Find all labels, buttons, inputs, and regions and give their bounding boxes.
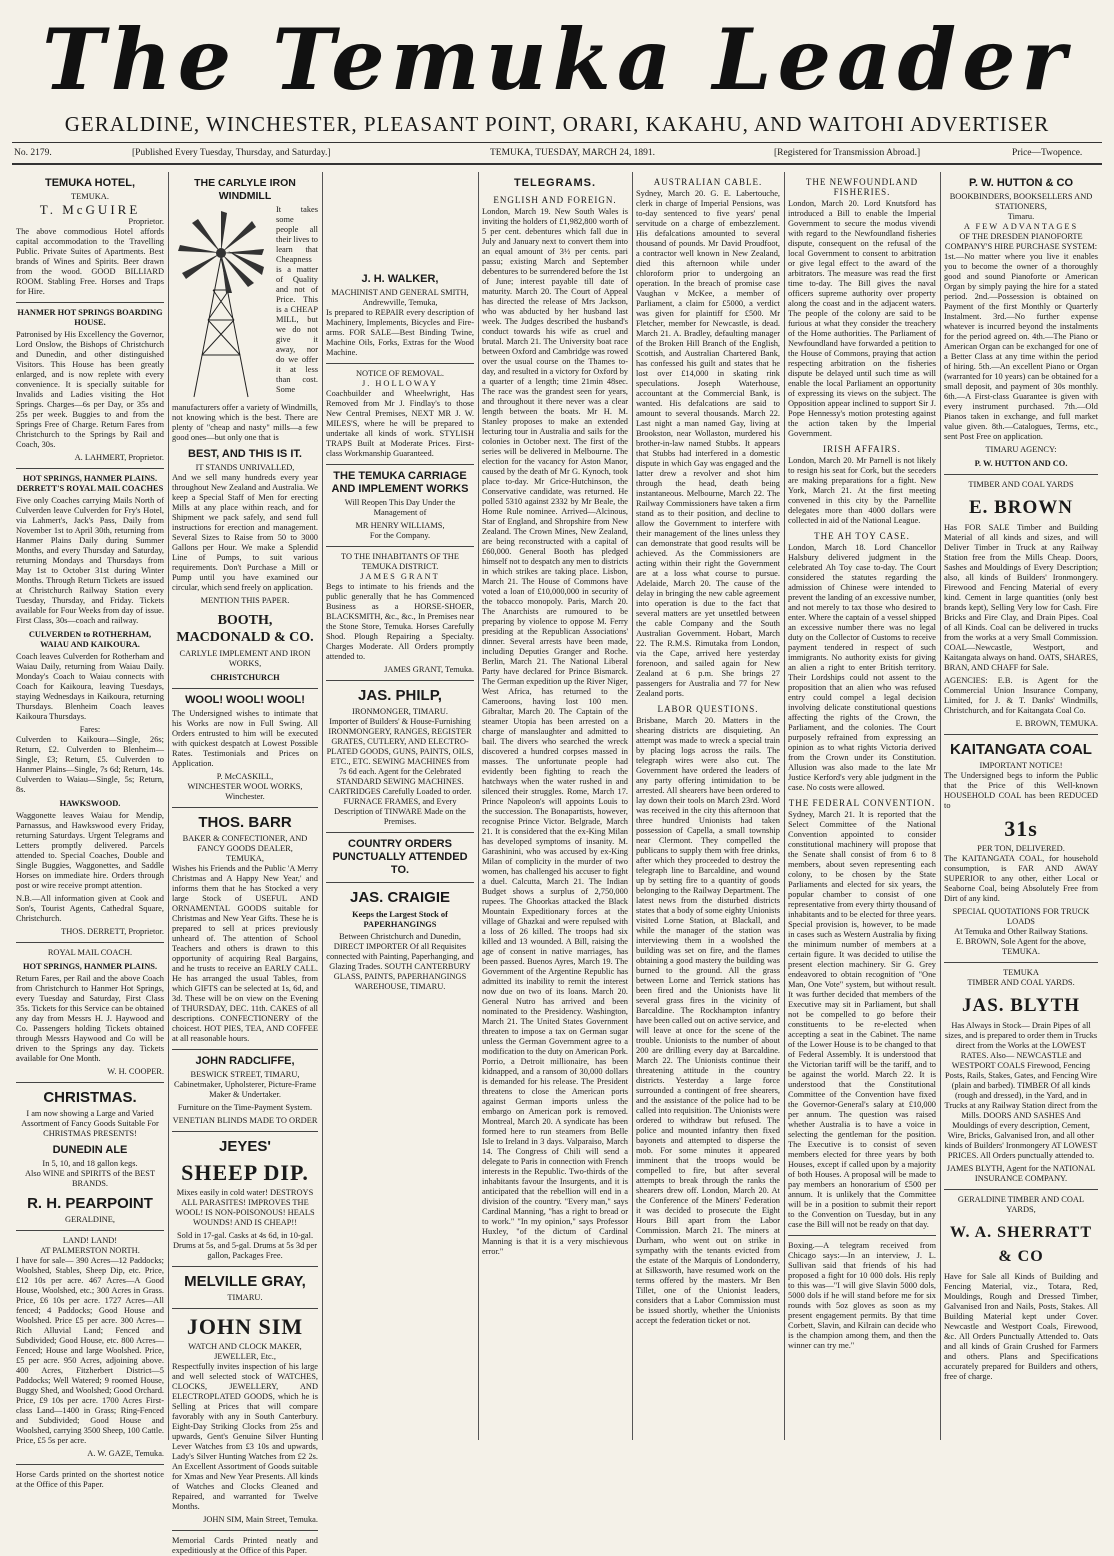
carriage-name: MR HENRY WILLIAMS, bbox=[355, 521, 445, 530]
telegrams-text: London, March 19. New South Wales is inviting the holders of £1,982,800 worth of 5 per cent. debentures which fall due in July and January next to convert them into an equal amount of 3½ per cents. pari passu; existing March and September debentures to be surrendered before the 1st of June; interest payable till date of maturity. March 20. The Court of Appeal has directed the release of Mrs Jackson, who was abducted by her husband last week. The Judges described the husband's conduct towards his wife as cruel and brutal. March 21. The University boat race between Oxford and Cambridge was rowed over the usual course on the Thames to-day, and resulted in a victory for Oxford by a quarter of a length; time 21min 48sec. The race was the grandest seen for years, and throughout it there never was a clear length between the boats. Mr H. M. Stanley proposes to make an extended lecturing tour in Australia and sails for the colonies in October next. The first of the series will be delivered in Melbourne. The election for the vacancy for Aston Manor, caused by the death of Mr G. Kynoch, took place to-day. Mr Grice-Hutchinson, the Conservative candidate, was returned. He polled 5310 against 2332 by Mr Beale, the Home Rule nominee. Arrived—Alcinous, Star of England, and Shropshire from New Zealand. The Crown Mines, New Zealand, are being reconstructed with a capital of £60,000. General Booth has pledged himself not to despatch any men to districts in which strikes are taking place. Lisbon, March 21. The House of Commons have voted a loan of £10,000,000 in security of the tobacco monopoly. Paris, March 20. The Anarchists are rumoured to be preparing by violence to oppose M. Ferry presiding at the Republican Associations' dinner. Several arrests have been made, including Deputies Granger and Roche. Berlin, March 21. The National Liberal Party have declared for Prince Bismarck. The German expedition up the River Niger, West Africa, has returned to the Cameroons, having lost 100 men. Gibraltar, March 20. The Captain of the steamer Utopia has been arrested on a charge of manslaughter and admitted to bail. The divers who searched the wreck discovered a hundred corpses massed in masses. The unfortunate people had evidently been fighting to reach the hatchways when the water rushed in and silenced their struggles. Rome, March 17. Prince Napoleon's will appoints Louis to the succession. The Bonapartists, however, recognise Prince Victor. Belgrade, March 21. It is considered that the ex-King Milan has developed symptoms of insanity. M. Garashinini, who was accused by ex-King Milan of complicity in the murder of two women, has challenged his accuser to fight a duel. Calcutta, March 21. The Indian Budget shows a surplus of 2,750,000 rupees. The Ghoorkas attacked the Black Mountain Expeditionary forces at the village of Ghazkai and were repulsed with a loss of 26 killed. The troops had six killed and 13 wounded. A Bill, raising the age of consent in native marriages, has been passed. Buenos Ayres, March 19. The Government of the Argentine Republic has admitted its inability to remit the interest now due on two of its loans. March 20. General Nutro has arrived and been nominated to the Presidency. Washington, March 21. The United States Government threaten to impose a tax on German sugar unless the German Government agree to a modification to the duty on American Pork. Porrio, a Detroit millionaire, has been kidnapped, and a ransom of 30,000 dollars is demanded for his release. The President threatens to close the American ports against German imports unless the embargo on American pork is removed. Montreal, March 20. A syndicate has been formed here to run steamers from Belle Isle to Ireland in 3 days. Valparaiso, March 14. The Congress of Chili will send a delegate to Paris in connection with French interests in the Republic. Two-thirds of the inhabitants favour the Insurgents, and it is anticipated that the rebellion will end in a division of the country. "Every man," says Cardinal Manning, "has a right to bread or to work." "In my opinion," says Professor Huxley, "of the dictum of Cardinal Manning is that it is a very mischievous error." bbox=[482, 207, 628, 1256]
divider bbox=[172, 1530, 318, 1531]
philp-title: JAS. PHILP, bbox=[358, 687, 442, 704]
barr-title: THOS. BARR bbox=[198, 814, 292, 831]
craigie-subtitle: Keeps the Largest Stock of PAPERHANGINGS bbox=[352, 910, 448, 929]
craigie-text: Between Christchurch and Dunedin, DIRECT IMPORTER Of all Requisites connected with Painting, Paperhanging, and Glazing Trades. SOUTH CANTERBURY GLASS, PAINTS, PAPERHANGINGS WAREHOUSE, TIMARU. bbox=[326, 932, 474, 991]
divider bbox=[16, 302, 164, 303]
sim-text: Respectfully invites inspection of his large and well selected stock of WATCHES, CLOCKS, JEWELLERY, AND ELECTROPLATED GOODS, which he is Selling at Prices that will compare favorably with any in South Canterbury. Eight-Day Striking Clocks from 25s and upwards, Gent's Genuine Silver Hunting Lever Watches from £3 10s and upwards, Lady's Silver Hunting Watches from £2 2s. An Excellent Assortment of Goods suitable for Xmas and New Year Presents. All kinds of Watches and Clocks Cleaned and Repaired, and warranted for Twelve Months. bbox=[172, 1362, 318, 1511]
carriage-role: For the Company. bbox=[369, 531, 431, 540]
divider bbox=[326, 882, 474, 883]
publication-schedule: [Published Every Tuesday, Thursday, and Saturday.] bbox=[132, 148, 331, 158]
pearpoint-town: GERALDINE, bbox=[64, 1215, 115, 1224]
sim-title: JOHN SIM bbox=[186, 1314, 304, 1339]
column-4 bbox=[478, 172, 632, 1440]
pearpoint-name: R. H. PEARPOINT bbox=[27, 1195, 153, 1212]
hawkswood-text: Waggonette leaves Waiau for Mendip, Parnassus, and Hawkswood every Friday, returning Saturdays. Urgent Telegrams and Letters promptly delivered. Parcels attended to. Special Coaches, Double and Single Buggies, Waggonettes, and Saddle Horses on immediate hire. Orders through post or wire receive prompt attention. bbox=[16, 811, 164, 890]
fares-text: Culverden to Kaikoura—Single, 26s; Return, £2. Culverden to Blenheim—Single, £3; Return, £5. Culverden to Hanmer Plains—Single, 7s 6d; Return, 14s. Culverden to Waiau—Single, 5s; Return, 8s. bbox=[16, 735, 164, 794]
windmill-overflow-space bbox=[326, 172, 474, 268]
jeyes-sheep-dip: SHEEP DIP. bbox=[181, 1160, 309, 1185]
blyth-town: TEMUKA bbox=[1003, 968, 1039, 977]
divider bbox=[326, 680, 474, 681]
kaitangata-price: 31s bbox=[1004, 816, 1038, 841]
special-quotations: SPECIAL QUOTATIONS FOR TRUCK LOADS bbox=[952, 907, 1090, 926]
carriage-title: THE TEMUKA CARRIAGE AND IMPLEMENT WORKS bbox=[331, 470, 469, 495]
telegrams-heading: TELEGRAMS. bbox=[513, 177, 597, 189]
section-newfoundland: THE NEWFOUNDLAND FISHERIES. bbox=[805, 177, 919, 197]
melville-town: TIMARU. bbox=[227, 1293, 263, 1302]
hotel-owner: T. McGUIRE bbox=[39, 202, 141, 217]
newspaper-title: The Temuka Leader bbox=[42, 10, 1072, 109]
divider bbox=[16, 1082, 164, 1083]
blyth-yards: TIMBER AND COAL YARDS. bbox=[967, 978, 1075, 987]
grant-title: TO THE INHABITANTS OF THE TEMUKA DISTRICT. bbox=[341, 552, 459, 571]
philp-subtitle: IRONMONGER, TIMARU. bbox=[352, 707, 448, 716]
few-advantages-title: A FEW ADVANTAGES bbox=[963, 222, 1079, 231]
jeyes-prices: Sold in 17-gal. Casks at 4s 6d, in 10-gal. Drums at 5s, and 5-gal. Drums at 5s 3d per gallon, Packages Free. bbox=[173, 1231, 317, 1260]
christmas-title: CHRISTMAS. bbox=[43, 1089, 137, 1106]
wool-title: WOOL! WOOL! WOOL! bbox=[185, 694, 305, 706]
mail-title: HOT SPRINGS, HANMER PLAINS. DERRETT'S ROYAL MAIL COACHES bbox=[16, 474, 164, 493]
divider bbox=[944, 734, 1098, 735]
newspaper-subtitle: GERALDINE, WINCHESTER, PLEASANT POINT, ORARI, KAKAHU, AND WAITOHI ADVERTISER bbox=[64, 112, 1050, 136]
removal-title: NOTICE OF REMOVAL. bbox=[355, 369, 445, 378]
walker-title: J. H. WALKER, bbox=[361, 273, 439, 285]
hanmer-title: HANMER HOT SPRINGS BOARDING HOUSE. bbox=[17, 308, 163, 327]
hutton-town: Timaru. bbox=[1007, 212, 1035, 221]
hutton-title: P. W. HUTTON & CO bbox=[968, 177, 1074, 189]
divider bbox=[944, 1189, 1098, 1190]
few-advantages-subtitle: OF THE DRESDEN PIANOFORTE COMPANY'S HIRE PURCHASE SYSTEM: bbox=[944, 232, 1098, 251]
windmill-title: THE CARLYLE IRON WINDMILL bbox=[194, 177, 296, 202]
divider bbox=[326, 546, 474, 547]
christmas-text: I am now showing a Large and Varied Assortment of Fancy Goods Suitable For CHRISTMAS PRESENTS! bbox=[21, 1109, 159, 1138]
sherratt-text: Have for Sale all Kinds of Building and Fencing Material, viz., Totara, Red, Mouldings, Rough and Dressed Timber, Galvanised Iron and Nails, Posts, Stakes. All Building Material kept under Cover. Newcastle and Westport Coals, Firewood, &c. All Orders Punctually Attended to. Oats and all kinds of Grain Crushed for Farmers and others. Plans and Specifications accurately prepared for Builders and others, free of charge. bbox=[944, 1272, 1098, 1381]
divider bbox=[172, 1308, 318, 1309]
radcliffe-title: JOHN RADCLIFFE, bbox=[195, 1055, 295, 1067]
carriage-text: Will Reopen This Day Under the Management of bbox=[344, 498, 456, 517]
kaitangata-per-ton: PER TON, DELIVERED. bbox=[977, 844, 1065, 853]
labor-text: Brisbane, March 20. Matters in the shearing districts are disquieting. An attempt was made to wreck a special train by placing logs across the rails. The telegraph wires were also cut. The Government have ordered the leaders of any party offering intimidation to be arrested. All shearers have been ordered to lay down their tools on March 23rd. Word was received in the city this afternoon that three hundred Unionists had taken possession of Capella, a small township near Clermont. They compelled the publicans to supply them with free drinks, after which they proceeded to destroy the telegraph line to Barcaldine, and wound up by setting fire to a quantity of goods belonging to the Railway Department. The latest news from the disturbed districts states that a body of some eighty Unionists visited Lorne Station, at Blackall, and while the manager of the station was interviewing them in a woolshed the building was set on fire, and the flames obtaining a good mastery the building was burned to the ground. All the grass between Lorne and Terrick stations has been fired and the Unionists have lit several grass fires in the vicinity of Barcaldine. The Rockhampton infantry have been called out on active service, and will leave at once for the scene of the trouble. Unionists to the number of about 200 are drilling every day at Barcaldine. March 22. The Unionists continue their threatening attitude in the country districts. Yesterday a large force surrounded a contingent of free shearers, and the assistance of the police had to be called into requisition. The Unionists were ordered to withdraw but refused. The police and mounted infantry then fixed bayonets and attempted to disperse the mob. For some minutes it appeared imminent that the troops would be compelled to fire, but after several attempts to break through the ranks the shearers drew off. London, March 20. At the Conference of the Miners' Federation it was decided to prosecute the Eight Hours Bill apart from the Labor Commission. March 21. The miners at Durham, who went out on strike in sympathy with the tenants evicted from the estate of the Marquis of Londonderry, at Silksworth, have resumed work on the terms offered by the masters. Mr Ben Tillet, one of the Unionist leaders, considers that a Labor Commission must be issued shortly, whether the Unionists accept the federation ticket or not. bbox=[636, 716, 780, 1325]
section-english-foreign: ENGLISH AND FOREIGN. bbox=[493, 195, 617, 205]
brown-text: Has FOR SALE Timber and Building Material of all kinds and sizes, and will Deliver Timber in Truck at any Railway Station free from the Mills Cheap. Doors, Sashes and Mouldings of Every Description; also, all kinds of Builders' Ironmongery. Firewood and Fencing Material of every kind. Cement in large quantities (only best brands kept), Selling Very low for Cash. Fire Bricks and Fire Clay, and Drain Pipes. Coal of all Kinds. Coal can be delivered in trucks from the works at a very Small Commission. COAL—Newcastle, Westport, and Kaitangata always on hand. OATS, SHARES, BRAN, AND CHAFF for Sale. bbox=[944, 523, 1098, 672]
irish-text: London, March 20. Mr Parnell is not likely to resign his seat for Cork, but the seceders are making preparations for a fight. New York, March 21. At the first meeting convened in this city by the Parnellite delegates more than 4000 dollars were collected in aid of the National League. bbox=[788, 456, 936, 525]
hotel-role: Proprietor. bbox=[128, 217, 164, 226]
mail-text: Five only Coaches carrying Mails North of Culverden leave Culverden for Fry's Hotel, via Lahmert's, Jack's Pass, Daily from November 1st to April 30th, returning from Hanmer Plains Daily during Summer Months, and every Thursday and Saturday, returning Mondays and Thursdays from May 1st to October 31st during Winter Months. Through Return Tickets are issued at Christchurch Railway Station every Tuesday, Thursday, and Friday. Tickets available for Four Weeks from day of issue. First Class, 30s—coach and railway. bbox=[16, 496, 164, 625]
section-federal-convention: THE FEDERAL CONVENTION. bbox=[788, 798, 936, 808]
divider bbox=[16, 468, 164, 469]
walker-text: Is prepared to REPAIR every description of Machinery, Implements, Bicycles and Fire-arms. FOR SALE—Best Binding Twine, Machine Oils, Forks, Extras for the Wood Machine. bbox=[326, 308, 474, 357]
hawkswood-title: HAWKSWOOD. bbox=[59, 799, 121, 808]
fares-title: Fares: bbox=[79, 725, 101, 734]
kaitangata-text: The Undersigned begs to inform the Public that the Price of this Well-known HOUSEHOLD COAL has been REDUCED to bbox=[944, 771, 1098, 810]
windmill-best: BEST, AND THIS IS IT. bbox=[188, 448, 302, 460]
royal-title: ROYAL MAIL COACH. bbox=[47, 948, 133, 957]
ale-title: DUNEDIN ALE bbox=[52, 1144, 128, 1156]
grant-name: JAMES GRANT bbox=[360, 572, 440, 581]
divider bbox=[172, 1049, 318, 1050]
column-1 bbox=[12, 172, 168, 1489]
divider bbox=[326, 832, 474, 833]
grant-owner: JAMES GRANT, Temuka. bbox=[384, 665, 474, 674]
column-5 bbox=[632, 172, 784, 1440]
timaru-agency: TIMARU AGENCY: bbox=[985, 445, 1057, 454]
kaitangata-owner: E. BROWN, Sole Agent for the above, TEMUKA. bbox=[955, 937, 1087, 956]
jeyes-text: Mixes easily in cold water! DESTROYS ALL PARASITES! IMPROVES THE WOOL! IS NON-POISONOUS! HEALS WOUNDS! AND IS CHEAP!! bbox=[175, 1188, 315, 1227]
divider bbox=[788, 1235, 936, 1236]
windmill-illustration bbox=[172, 205, 270, 401]
hutton-subtitle: BOOKBINDERS, BOOKSELLERS AND STATIONERS, bbox=[949, 192, 1093, 211]
blinds-text: VENETIAN BLINDS MADE TO ORDER bbox=[172, 1116, 318, 1125]
issue-price: Price—Twopence. bbox=[1012, 148, 1083, 158]
grant-text: Begs to intimate to his friends and the public generally that he has Commenced Business as a HORSE-SHOER, BLACKSMITH, &c., &c., In Premises near the Stone Store, Temuka. Horses Carefully Shod. Plough Repairing a Specialty. Charges Moderate. All Orders promptly attended to. bbox=[326, 582, 474, 661]
blyth-text: Has Always in Stock— Drain Pipes of all sizes, and is prepared to order them in Trucks direct from the Works at the LOWEST RATES. Also— NEWCASTLE and WESTPORT COALS Firewood, Fencing Posts, Rails, Stakes, Gates, and Fencing Wire (plain and barbed). TIMBER Of all kinds (rough and dressed), in the Yard, and in Trucks at any Railway Station direct from the Mills. DOORS AND SASHES And Mouldings of every description, Cement, Wire, Bricks, Galvanised Iron, and all other kinds of Builders' Ironmongery AT LOWEST PRICES. All Orders punctually attended to. bbox=[944, 1021, 1098, 1160]
column-7 bbox=[940, 172, 1102, 1440]
hawkswood-owner: THOS. DERRETT, Proprietor. bbox=[61, 927, 164, 936]
federal-text: Sydney, March 21. It is reported that the Select Committee of the National Convention appointed to consider constitutional machinery will propose that the Senate shall consist of from 6 to 8 members, about seven representing each colony, to be chosen by the State Parliaments and elected for six years, the popular chamber to consist of one representative from every thirty thousand of inhabitants and to be elected for three years. Special provision is, however, to be made in cases such as Western Australia by fixing the minimum number of members at a certain figure. It was decided to utilise the present election machinery. Sir G. Grey endeavored to obtain recognition of "One Man, One Vote" system, but without result. It was further decided that members of the Executive may sit in Parliament, but shall not be compelled to go before their constituents to be re-elected when accepting a seat in the Cabinet. The name of the Lower House is to be changed to that of Federal Assembly. It is understood that the Victorian tariff will be the tariff, and to be against the world. March 22. It is understood that the Constitutional Committee of the Convention have fixed the Governor-General's salary at £10,000 per annum. The question was raised whether Australia is to have a voice in selecting the gentleman for the position. The Executive is to consist of seven members elected for three years by both Houses, except if called upon by a majority of both Houses. A proposal will be made to pay members an honorarium of £500 per annum. It is unlikely that the Committee will be in a position to submit their report to the Convention on Tuesday, but in any case the Bill will not be ready on that day. bbox=[788, 810, 936, 1229]
walker-subtitle: MACHINIST AND GENERAL SMITH, bbox=[331, 288, 469, 297]
windmill-text-2: And we sell many hundreds every year throughout New Zealand and Australia. We keep a Special Staff of Men for erecting Mills at any place within reach, and for Shipment we pack safely, and send full instructions for erection and management. Several Sizes to Raise from 50 to 3000 Gallons per Hour. We make a Splendid Line of Pumps, to suit various requirements. Don't Purchase a Mill or Pump until you have examined our circular, which send freely on application. bbox=[172, 473, 318, 592]
newfoundland-text: London, March 20. Lord Knutsford has introduced a Bill to enable the Imperial Government to secure the modus vivendi with regard to the Newfoundland fisheries dispute, consequent on the refusal of the local Government to consent to arbitration or give legal effect to the award of the arbitrators. The measure was read the first time to-day. The Bill gives the naval officers supreme authority over property along the coast and in the adjacent waters. The people of the colony are said to be furious at what they consider the treachery of the Home authorities. The Parliament of Newfoundland have forwarded a petition to the House of Commons, praying that action respecting arbitration on the fisheries dispute be delayed until such time as will enable the local Parliament an opportunity of expressing its views on the subject. The Opposition appear inclined to support Sir J. Pope Hennessy's motion protesting against the action taken by the Imperial Government. bbox=[788, 199, 936, 438]
issue-date: TEMUKA, TUESDAY, MARCH 24, 1891. bbox=[490, 148, 656, 158]
barr-text: Wishes his Friends and the Public 'A Merry Christmas and A Happy New Year,' and informs them that he has Stocked a very large Stock of USEFUL AND ORNAMENTAL GOODS suitable for Christmas and New Year Gifts. These he is prepared to sell at prices previously unheard of. The attention of School Teachers and others is drawn to this opportunity of acquiring Real Bargains, and he trusts to receive an EARLY CALL. He has arranged the usual Tables, from which GIFTS can be selected at 1s, 6d, and 3d. These will be on view on the Evening of THURSDAY, DEC. 11th. CAKES of all descriptions. CONFECTIONERY of the choicest. HOT PIES, TEA, AND COFFEE at all reasonable hours. bbox=[172, 864, 318, 1043]
divider bbox=[172, 1266, 318, 1267]
mention-paper: MENTION THIS PAPER. bbox=[200, 596, 290, 605]
radcliffe-subtitle: BESWICK STREET, TIMARU, bbox=[190, 1070, 300, 1079]
ale-text: In 5, 10, and 18 gallon kegs. bbox=[42, 1159, 138, 1168]
barr-subtitle: BAKER & CONFECTIONER, AND FANCY GOODS DEALER, bbox=[182, 834, 308, 853]
hotel-town: TEMUKA. bbox=[71, 192, 109, 201]
issue-number: No. 2179. bbox=[14, 148, 52, 158]
divider bbox=[326, 363, 474, 364]
timber-title: TIMBER AND COAL YARDS bbox=[968, 480, 1074, 489]
divider bbox=[172, 807, 318, 808]
holloway-text: Coachbuilder and Wheelwright, Has Removed from Mr J. Findlay's to those New Central Premises, NEXT MR J. W. MILES'S, where he will be prepared to undertake all kinds of work. STYLISH TRAPS Built at Moderate Prices. First-class Workmanship Guaranteed. bbox=[326, 389, 474, 458]
sherratt-title: W. A. SHERRATT & CO bbox=[949, 1224, 1093, 1265]
divider bbox=[326, 464, 474, 465]
royal-owner: W. H. COOPER. bbox=[107, 1067, 164, 1076]
hanmer-owner: A. LAHMERT, Proprietor. bbox=[74, 453, 164, 462]
special-quotations-sub: At Temuka and Other Railway Stations. bbox=[954, 927, 1088, 936]
divider bbox=[944, 962, 1098, 963]
wine-text: Also WINE and SPIRITS of the BEST BRANDS. bbox=[24, 1169, 156, 1188]
culverden-text: Coach leaves Culverden for Rotherham and Waiau Daily, returning from Waiau Daily. Monday's Coach to Waiau connects with Coach for Kaikoura, leaving Tuesdays, staying Wednesdays in Kaikoura, returning Thursdays. Blenheim Coach leaves Kaikoura Thursdays. bbox=[16, 652, 164, 721]
furniture-text: Furniture on the Time-Payment System. bbox=[177, 1103, 313, 1112]
windmill-stands: IT STANDS UNRIVALLED, bbox=[195, 463, 295, 472]
ah-toy-text: London, March 18. Lord Chancellor Halsbury delivered judgment in the celebrated Ah Toy case to-day. The Court considered the statutes regarding the admission of Chinese were intended to prevent the landing of an excessive number, and not merely to tax those who desired to enter. Where the captain of a vessel shipped an excessive number there was no legal duty on the Collector of Customs to receive payment tendered in respect of such immigrants. No authority exists for giving an alien a right to enter British territory. Their Lordships could not assent to the proposition that an alien who was refused entry could compel a legal decision involving delicate constitutional questions affecting the rights of the Crown, the Parliament, and the colonies. The Court purposely refrained from expressing an opinion as to what rights Victoria derived from the Crown under its Constitution. Allusion was also made to the late Mr Justice Kerford's very able judgment in the case. No costs were allowed. bbox=[788, 543, 936, 792]
divider bbox=[16, 942, 164, 943]
blyth-title: JAS. BLYTH bbox=[961, 995, 1081, 1016]
kaitangata-title: KAITANGATA COAL bbox=[950, 741, 1092, 758]
section-ah-toy-case: THE AH TOY CASE. bbox=[814, 531, 910, 541]
issue-bar bbox=[12, 142, 1102, 165]
blyth-owner: JAMES BLYTH, Agent for the NATIONAL INSURANCE COMPANY. bbox=[946, 1164, 1096, 1183]
brown-agencies: AGENCIES: E.B. is Agent for the Commercial Union Insurance Company, Limited, for J. & T. Danks' Windmills, Christchurch, and for Kaitangata Coal Co. bbox=[944, 676, 1098, 715]
windmill-text: It takes some people all their lives to learn that Cheapness is a matter of Quality and not of Price. This is a CHEAP MILL, but we do not give it away, nor do we offer it at less than cost. Some manufacturers offer a variety of Windmills, not knowing which is the best. There are plenty of "cheap and nasty" mills—a few good ones—but only one that is bbox=[172, 205, 318, 442]
column-2 bbox=[168, 172, 322, 1555]
divider bbox=[16, 1464, 164, 1465]
sim-subtitle: WATCH AND CLOCK MAKER, JEWELLER, Etc., bbox=[188, 1342, 302, 1361]
royal-text: Return Fares, per Rail and the above Coach from Christchurch to Hanmer Hot Springs, every Tuesday and Saturday, First Class 35s. Tickets for this Service can be obtained any day from Messrs H. J. Haywood and Co. Passengers holding Tickets obtained through Messrs Haywood and Co will be driven to the Springs any day. Tickets available for One Month. bbox=[16, 974, 164, 1063]
royal-subtitle: HOT SPRINGS, HANMER PLAINS. bbox=[22, 962, 158, 971]
section-labor-questions: LABOR QUESTIONS. bbox=[657, 704, 759, 714]
land-title: LAND! LAND! bbox=[62, 1236, 118, 1245]
land-owner: A. W. GAZE, Temuka. bbox=[87, 1449, 164, 1458]
hotel-text: The above commodious Hotel affords capital accommodation to the Travelling Public. Private Suites of Apartments. Best brands of Wines and Spirits. Beer drawn from the wood. GOOD BILLIARD ROOM. Stabling Free. Horses and Traps for Hire. bbox=[16, 227, 164, 296]
memorial-text: Memorial Cards Printed neatly and expeditiously at the Office of this Paper. bbox=[172, 1536, 318, 1555]
registration-note: [Registered for Transmission Abroad.] bbox=[774, 148, 921, 158]
melville-title: MELVILLE GRAY, bbox=[184, 1273, 306, 1290]
kaitangata-text-2: The KAITANGATA COAL, for household consumption, is FAR AND AWAY SUPERIOR to any other, either Local or Seaborne Coal, being Absolutely Free from Dirt of any kind. bbox=[944, 854, 1098, 903]
country-orders: COUNTRY ORDERS PUNCTUALLY ATTENDED TO. bbox=[332, 838, 468, 876]
column-6 bbox=[784, 172, 940, 1440]
land-subtitle: AT PALMERSTON NORTH. bbox=[40, 1246, 140, 1255]
geraldine-yards: GERALDINE TIMBER AND COAL YARDS, bbox=[957, 1195, 1085, 1214]
divider bbox=[944, 474, 1098, 475]
craigie-title: JAS. CRAIGIE bbox=[349, 889, 451, 906]
divider bbox=[16, 1230, 164, 1231]
holloway-name: J. HOLLOWAY bbox=[361, 379, 439, 388]
land-text: I have for sale— 390 Acres—12 Paddocks; Woolshed, Stables, Sheep Dip, etc. Price, £12 10s per acre. 467 Acres—A Good House, Woolshed, etc.; 300 Acres in Grass. Price, £6 10s per acre. 1727 Acres—All fenced; 4 Paddocks; Good House and Woolshed. Price £5 per acre. 300 Acres—Rich Alluvial Land; Fenced and Subdivided; Good House, etc. 800 Acres—Fenced; House and large Woolshed. Price, £5 per acre. 950 Acres, adjoining above. 400 Acres, Fitzherbert District—5 Paddocks; Well Watered; 9 roomed House, Buggy Shed, and Woolshed; Good Orchard. Price, £9 10s per acre. 1700 Acres First-class Land—1400 in Grass; Ring-Fenced and Subdivided; Good House and Woolshed, carrying 3500 Sheep, 100 Cattle. Price, £5 5s per acre. bbox=[16, 1256, 164, 1445]
barr-town: TEMUKA, bbox=[226, 854, 264, 863]
horse-cards-text: Horse Cards printed on the shortest notice at the Office of this Paper. bbox=[16, 1470, 164, 1489]
hanmer-text: Patronised by His Excellency the Governor, Lord Onslow, the Bishops of Christchurch and Dunedin, and other distinguished Visitors. This House has been greatly enlarged, and is now replete with every convenience. It is specially suitable for Invalids and Ladies visiting the Hot Springs. Charges—6s per Day, or 35s and 25s per week. Buggies to and from the Springs Free of Charge. Return Fares from Christchurch to the Springs by Rail and Coach, 30s. bbox=[16, 330, 164, 449]
timaru-agency-name: P. W. HUTTON AND CO. bbox=[974, 459, 1068, 468]
brown-title: E. BROWN bbox=[968, 497, 1074, 518]
hawkswood-note: N.B.—All information given at Cook and Son's, Tourist Agents, Cathedral Square, Christchurch. bbox=[16, 894, 164, 923]
radcliffe-text: Cabinetmaker, Upholsterer, Picture-Frame Maker & Undertaker. bbox=[173, 1080, 317, 1099]
booth-title: BOOTH, MACDONALD & CO. bbox=[176, 613, 314, 645]
kaitangata-notice: IMPORTANT NOTICE! bbox=[979, 761, 1063, 770]
culverden-title: CULVERDEN to ROTHERHAM, WAIAU AND KAIKOURA. bbox=[28, 630, 152, 649]
divider bbox=[172, 1131, 318, 1132]
section-australian-cable: AUSTRALIAN CABLE. bbox=[653, 177, 763, 187]
sim-owner: JOHN SIM, Main Street, Temuka. bbox=[203, 1515, 318, 1524]
booth-town: CHRISTCHURCH bbox=[210, 673, 280, 682]
boxing-text: Boxing.—A telegram received from Chicago says:—In an interview, J. L. Sullivan said that friends of his had proposed a fight for 10 000 dols. His reply to this was—"I will give Slavin 5000 dols, 5000 dols if he will stand before me for six rounds with 5oz gloves as soon as my present engagement permits. By that time Corbett, Slavin, and Kilrain can decide who is the champion among them, and then the winner can try me." bbox=[788, 1241, 936, 1350]
divider bbox=[172, 688, 318, 689]
wool-owner: P. McCASKILL, bbox=[216, 772, 274, 781]
hotel-title: TEMUKA HOTEL, bbox=[44, 177, 136, 189]
wool-text: The Undersigned wishes to intimate that his Works are now in Full Swing. All Orders entrusted to him will be executed with quickest despatch at Lowest Possible Rates. Testimonials and Prices on Application. bbox=[172, 709, 318, 768]
brown-owner: E. BROWN, TEMUKA. bbox=[1015, 719, 1098, 728]
philp-text: Importer of Builders' & House-Furnishing IRONMONGERY, RANGES, REGISTER GRATES, CUTLERY, AND ELECTRO-PLATED GOODS, GUNS, PAINTS, OILS, ETC., ETC. SEWING MACHINES from 7s 6d each. Agent for the Celebrated STANDARD SEWING MACHINES. CARTRIDGES Carefully Loaded to order. FURNACE FRAMES, and Every Description of TINWARE Made on the Premises. bbox=[326, 717, 474, 826]
column-3 bbox=[322, 172, 478, 1440]
few-advantages-text: 1st.—No matter where you live it enables you to become the owner of a thoroughly good and sound Pianoforte or American Organ by simply paying the hire for a stated period. 2nd.—Possession is obtained on Payment of the first Monthly or Quarterly Instalment. 3rd.—No further expense whatever is incurred beyond the instalments for the period agreed on. 4th.—The Piano or American Organ can be exchanged for one of a Better Class at any time within the period of hiring. 5th.—An excellent Piano or Organ (warranted for 10 years) can be obtained for a small deposit, and payment of 30s monthly. 6th.—A First-class Guarantee is given with every instrument purchased. 7th.—Old Pianos taken in exchange, and full market value given. 8th.—Catalogues, Terms, etc., sent Post Free on application. bbox=[944, 252, 1098, 441]
wool-works: WINCHESTER WOOL WORKS, Winchester. bbox=[187, 782, 303, 801]
australian-cable-text: Sydney, March 20. G. E. Labertouche, clerk in charge of Imperial Pensions, was to-day sentenced to five years' penal servitude on a charge of embezzlement. His defalcations amounted to several thousand of pounds. Mr David Proudfoot, a contractor well known in New Zealand, died this afternoon while under chloroform prior to undergoing an operation. In the breach of promise case Vaughan v McKee, a member of Parliament, a claim for £5000, a verdict was given for plaintiff for £500. Mr Fletcher, member for Newcastle, is dead. March 21. A. Bradley, defaulting manager of the Broken Hill Branch of the English, Scottish, and Australian Chartered Bank, has confessed his guilt and states that he lost over £14,000 in skating rink speculations. Joseph Waterhouse, accountant at the Commercial Bank, is wanted. His defalcations are said to amount to several thousands. March 22. Last night a man named Gay, living at Brookston, near Wollaston, murdered his brother-in-law named Stubbs. It appears that Stubbs had interfered in a domestic dispute in which Gay was engaged and the latter drew a revolver and shot him through the head, death being instantaneous. Melbourne, March 22. The Railway Commissioners have taken a firm stand as to their position, and decline to allow the Government to interfere with their management of the lines unless they can demonstrate that good results will be achieved. As the Commissioners are acting within their right the Government are at a loss what course to pursue. Adelaide, March 20. The cause of the delay in bringing the new cable agreement into operation is due to the fact that several matters are yet unsettled between the cable Company and the South Australian Government. Hobart, March 22. The R.M.S. Rimutaka from London, via the Cape, arrived here yesterday forenoon, and sailed again for New Zealand at 6 p.m. She brings 27 passengers for Australia and 77 for New Zealand ports. bbox=[636, 189, 780, 698]
section-irish-affairs: IRISH AFFAIRS. bbox=[823, 444, 901, 454]
jeyes-title: JEYES' bbox=[219, 1138, 271, 1155]
walker-town: Andrewville, Temuka, bbox=[362, 298, 438, 307]
booth-subtitle: CARLYLE IMPLEMENT AND IRON WORKS, bbox=[179, 649, 311, 668]
